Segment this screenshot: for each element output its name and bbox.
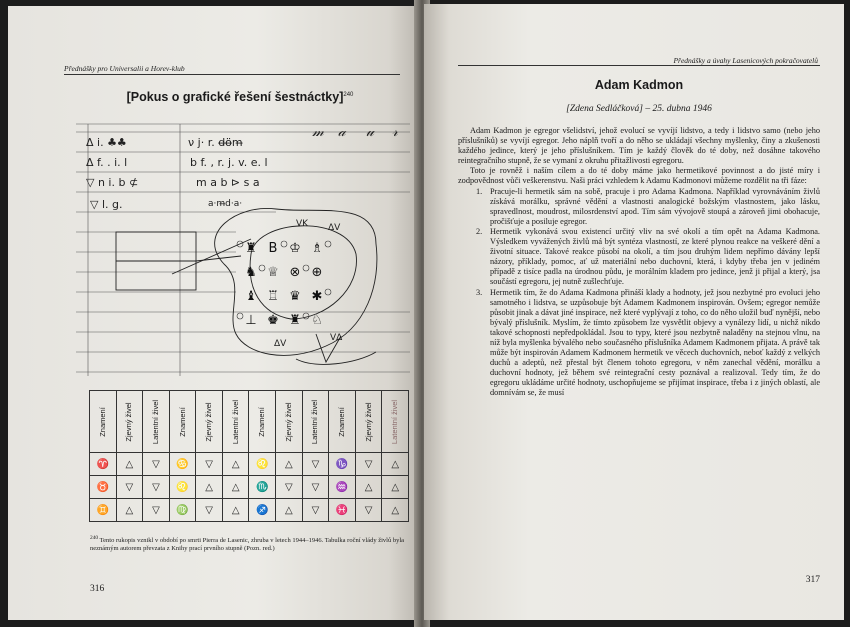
sketch-label: ΔV	[328, 223, 341, 233]
grid-symbol: ♛	[289, 289, 301, 304]
table-cell: ▽	[116, 476, 143, 499]
grid-symbol: ♝	[245, 289, 257, 304]
table-cell: △	[382, 499, 409, 522]
grid-symbol: ♗	[311, 241, 323, 256]
sketch-top-glyph: 𝓂	[312, 124, 324, 140]
list-number: 2.	[476, 226, 483, 236]
handwriting-line: ▽ n i. b ⊄	[86, 176, 139, 189]
table-header: Latentní živel	[302, 391, 329, 453]
list-text: Hermetik tím, že do Adama Kadmona přináší klady a hodnoty, jež jsou nezbytné pro evoluci jeho samotného i lidstva, se uzpůsobuje být Adamem Kadmonem inspirován. Ovšem; egregor nemůže působit jinak a dávat jiné inspirace, než které vyplývají z toho, co do něho uložil buď nynější, nebo bývalý příslušník. Myslím, že tímto způsobem lze vysvětlit objevy a vynálezy lidí, u nichž nikdo takové schopnosti nepředpokládal. Jsou to typy, které jsou nezbytně naladěny na stejnou vlnu, na níž byla myšlenka bývalého nebo současného příslušníka Adamem Kadmonem přijata. A právě tak může být inspirován Adamem Kadmonem hermetik ve věcech duchovních, neboť každý z velkých duchů a adeptů, než přestal být členem tohoto egregoru, v něm zanechal vědění, morálku a duchovní hodnoty, jež během své reintegrační cesty poznával a realizoval. Tedy tím, že do egregoru ukládáme určité hodnoty, uschopňujeme se přijímat inspirace, třeba i z jiných oblastí, ale domnívám se, že musí	[490, 287, 820, 398]
grid-symbol: ✱	[311, 289, 323, 304]
list-text: Hermetik vykonává svou existencí určitý vliv na své okolí a tím opět na Adama Kadmona. Výsledkem vyvážených živlů má být syntéza vlastností, ze které plynou reakce na veškeré dění a životní situace. Takové reakce působí na okolí, a tím jsou druhým lidem nepřímo dávány lepší názory, příklady, pomoc, ať už materiální nebo duchovní, která, i kdyby třeba jen v jediném případě z tisíce padla na úrodnou půdu, je morálním kladem pro jedince, jenž ji přijal a který, jsa součástí egregoru, jej nutně zušlechťuje.	[490, 226, 820, 287]
grid-symbol: ⊥	[245, 313, 257, 328]
table-cell: △	[382, 453, 409, 476]
table-cell: ▽	[302, 499, 329, 522]
grid-symbol: ⊕	[311, 265, 323, 280]
hand-drawn-sketch	[76, 114, 410, 376]
list-number: 3.	[476, 287, 483, 297]
left-page-title	[90, 90, 390, 104]
left-title-note: 240	[343, 91, 354, 98]
right-page	[424, 4, 844, 620]
left-page-number: 316	[90, 584, 105, 594]
sketch-top-glyph: 𝓇	[392, 124, 398, 140]
table-header: Latentní živel	[382, 391, 409, 453]
table-header: Zjevný živel	[276, 391, 303, 453]
table-cell: ▽	[143, 499, 170, 522]
handwriting-line: a·m̶d·a·	[208, 199, 243, 209]
table-cell: ♑	[329, 453, 356, 476]
table-cell: ♌	[169, 476, 196, 499]
grid-symbol: ⊗	[289, 265, 301, 280]
handwriting-line: m a b ⊳ s a	[196, 176, 260, 189]
elements-table	[89, 390, 409, 522]
grid-symbol: ♜	[289, 313, 301, 328]
table-cell: ♒	[329, 476, 356, 499]
right-header-rule	[458, 65, 820, 66]
sketch-top-glyph: 𝒶	[338, 124, 346, 140]
grid-symbol: B	[268, 241, 278, 256]
list-text: Pracuje-li hermetik sám na sobě, pracuje i pro Adama Kadmona. Například vyrovnáváním živlů získává morálku, správné vědění a vlastnosti analogické božským vlastnostem, jako lásku, spravedlnost, moudrost, milosrdenství apod. Tím sám vývojově stoupá a zároveň jimi obohacuje, pročišťuje a posiluje egregor.	[490, 186, 820, 226]
sketch-labels	[274, 219, 343, 349]
table-cell: △	[116, 453, 143, 476]
table-cell: ♍	[169, 499, 196, 522]
table-cell: △	[196, 476, 223, 499]
table-header: Latentní živel	[222, 391, 249, 453]
table-cell: △	[222, 499, 249, 522]
table-cell: ♏	[249, 476, 276, 499]
right-page-number: 317	[805, 575, 820, 585]
footnote-text: Tento rukopis vznikl v období po smrti Pierra de Lasenic, zhruba v letech 1944–1946. Tabulka roční vlády živlů byla neznámým autorem převzata z Knihy prací prvního stupně (Pozn. red.)	[90, 537, 405, 553]
table-cell: △	[355, 476, 382, 499]
list-item	[476, 186, 820, 227]
table-header: Znamení	[329, 391, 356, 453]
left-header-rule	[64, 74, 400, 75]
footnote-number: 240	[90, 535, 99, 541]
grid-symbol: ♞	[245, 265, 257, 280]
table-cell: △	[222, 453, 249, 476]
left-title-text: [Pokus o grafické řešení šestnáctky]	[126, 90, 344, 104]
list-number: 1.	[476, 186, 483, 196]
table-cell: ♉	[90, 476, 117, 499]
handwriting-line: Δ i. ♣♣	[86, 136, 127, 149]
left-page	[8, 6, 422, 620]
table-cell: △	[276, 453, 303, 476]
sketch-label: VK	[296, 219, 309, 229]
table-header: Znamení	[249, 391, 276, 453]
handwriting-line: ν j· r. d̶ö̶m̶	[188, 136, 243, 149]
handwriting-line: Δ f. . i. l	[86, 156, 128, 169]
table-cell: ▽	[302, 476, 329, 499]
table-cell: ▽	[143, 453, 170, 476]
sketch-label: ΔV	[274, 339, 287, 349]
chapter-title: Adam Kadmon	[594, 78, 684, 92]
grid-symbol: ♔	[289, 241, 301, 256]
paragraph: Toto je rovněž i naším cílem a do té doby máme jako hermetikové povinnost a do jisté míry i zodpovědnost vůči veškerenstvu. Naši práci vzhledem k Adamu Kadmonovi můžeme rozdělit na tři fáze:	[458, 166, 820, 186]
sketch-handwriting	[86, 136, 268, 211]
table-cell: ♈	[90, 453, 117, 476]
table-header: Znamení	[169, 391, 196, 453]
handwriting-line: b f. , r. j. v. e. l	[190, 156, 268, 169]
table-header: Zjevný živel	[355, 391, 382, 453]
table-cell: ▽	[355, 453, 382, 476]
table-cell: ♓	[329, 499, 356, 522]
numbered-list	[476, 186, 820, 399]
sketch-symbol-grid	[245, 241, 323, 328]
table-row	[90, 476, 409, 499]
paragraph: Adam Kadmon je egregor všelidství, jehož evolucí se vyvíjí lidstvo, a tedy i lidstvo samo (nebo jeho příslušníků) se vyvíjí egregor. Jeho náplň tvoří a do něho se ukládají všechny myšlenky, činy a zkušenosti každého jedince, který je jeho příslušníkem. Tím je každý člověk do té doby, než dosáhne takového reintegračního stupně, že se vymaní z okruhu přitažlivosti egregoru.	[458, 126, 820, 166]
footnote	[90, 534, 410, 554]
author-byline: [Zdena Sedláčková] – 25. dubna 1946	[566, 104, 712, 114]
table-row	[90, 453, 409, 476]
table-cell: ▽	[276, 476, 303, 499]
table-header-row	[90, 391, 409, 453]
list-item	[476, 226, 820, 288]
table-cell: ▽	[196, 499, 223, 522]
table-cell: ▽	[143, 476, 170, 499]
table-cell: ▽	[196, 453, 223, 476]
sketch-label: VΔ	[330, 333, 343, 343]
table-header: Znamení	[90, 391, 117, 453]
table-cell: ♊	[90, 499, 117, 522]
left-running-head: Přednášky pro Universalii a Horev-klub	[64, 64, 185, 73]
sketch-top-glyph: 𝓊	[366, 124, 374, 140]
table-cell: △	[116, 499, 143, 522]
grid-symbol: ♖	[267, 289, 279, 304]
table-cell: ♌	[249, 453, 276, 476]
grid-symbol: ♜	[245, 241, 257, 256]
table-cell: △	[222, 476, 249, 499]
table-row	[90, 499, 409, 522]
table-header: Latentní živel	[143, 391, 170, 453]
grid-symbol: ♘	[311, 313, 323, 328]
table-cell: ▽	[355, 499, 382, 522]
table-cell: △	[382, 476, 409, 499]
table-cell: △	[276, 499, 303, 522]
table-cell: ♋	[169, 453, 196, 476]
right-running-head: Přednášky a úvahy Lasenicových pokračovatelů	[673, 56, 818, 65]
handwriting-line: ▽ l. g.	[90, 198, 123, 211]
table-header: Zjevný živel	[196, 391, 223, 453]
grid-symbol: ♕	[267, 265, 279, 280]
grid-symbol: ♚	[267, 313, 279, 328]
body-text	[458, 126, 820, 399]
table-cell: ♐	[249, 499, 276, 522]
list-item	[476, 287, 820, 399]
table-header: Zjevný živel	[116, 391, 143, 453]
table-cell: ▽	[302, 453, 329, 476]
